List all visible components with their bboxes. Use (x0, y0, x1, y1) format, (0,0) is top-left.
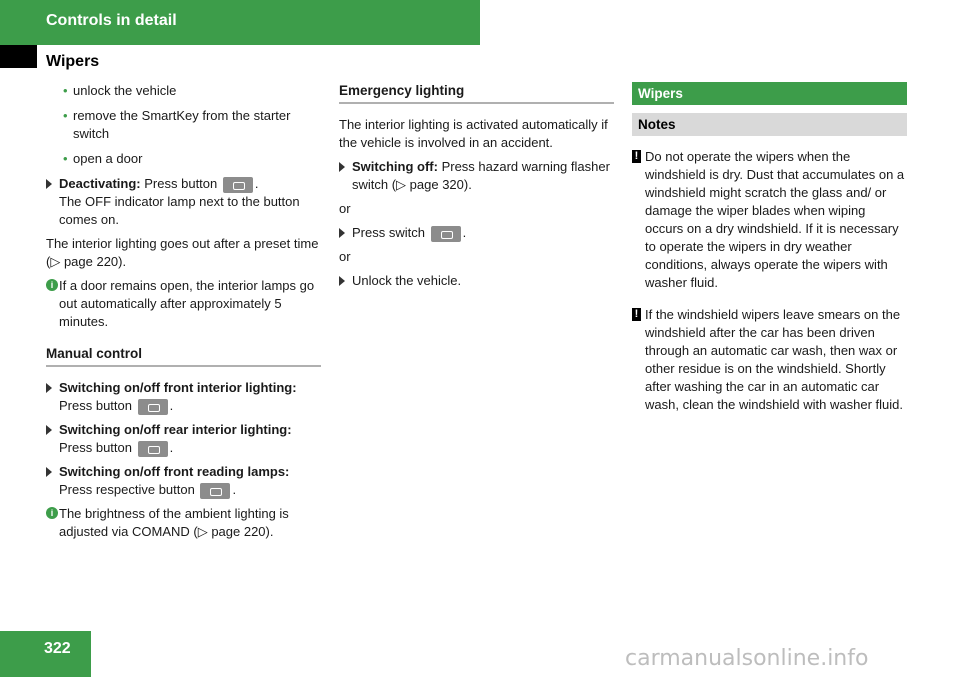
deactivating-step: Deactivating: Press button . The OFF indicator lamp next to the button comes on. (46, 175, 321, 229)
bullet-icon: • (63, 108, 68, 123)
list-item: • remove the SmartKey from the starter switch (63, 108, 291, 141)
emergency-intro: The interior lighting is activated automatically if the vehicle is involved in an accident. (339, 117, 608, 150)
info-note: i If a door remains open, the interior lamps go out automatically after approximately 5 minutes. (46, 277, 321, 331)
chapter-title: Controls in detail (46, 12, 177, 29)
bullet-icon: • (63, 151, 68, 166)
page-number: 322 (44, 640, 71, 657)
step-arrow-icon (46, 179, 52, 189)
step-arrow-icon (46, 425, 52, 435)
notes-heading: Notes (632, 113, 907, 136)
warning-note: ! Do not operate the wipers when the windshield is dry. Dust that accumulates on a windshield might scratch the glass and/ or damage the wiper blades when wiping occurs on a dry windshield. If it is necessary to operate the wipers in dry weather conditions, always operate the wipers with washer fluid. (632, 148, 907, 292)
off-button-icon (431, 226, 461, 242)
manual-control-heading: Manual control (46, 345, 321, 367)
or-text: or (339, 249, 351, 264)
bullet-icon: • (63, 83, 68, 98)
or-text: or (339, 201, 351, 216)
step-arrow-icon (46, 383, 52, 393)
column-middle (339, 82, 614, 296)
section-tab-marker (0, 45, 37, 68)
list-item: • unlock the vehicle (63, 83, 177, 98)
warning-note: ! If the windshield wipers leave smears on the windshield after the car has been driven through an automatic car wash, then wax or other residue is on the windshield. Shortly after washing the car in an automatic car wash, clean the windshield with washer fluid. (632, 306, 907, 414)
front-light-button-icon (138, 399, 168, 415)
press-switch-step: Press switch . (339, 224, 614, 242)
info-icon: i (46, 279, 58, 291)
column-right (632, 82, 907, 428)
info-icon: i (46, 507, 58, 519)
watermark: carmanualsonline.info (625, 646, 869, 671)
step-arrow-icon (46, 467, 52, 477)
rear-interior-step: Switching on/off rear interior lighting: Press button . (46, 421, 321, 457)
rear-light-button-icon (138, 441, 168, 457)
warning-icon: ! (632, 150, 641, 163)
step-arrow-icon (339, 162, 345, 172)
off-button-icon (223, 177, 253, 193)
warning-icon: ! (632, 308, 641, 321)
interior-lighting-note: The interior lighting goes out after a preset time (▷ page 220). (46, 236, 319, 269)
unlock-step: Unlock the vehicle. (339, 272, 614, 290)
emergency-lighting-heading: Emergency lighting (339, 82, 614, 104)
step-arrow-icon (339, 276, 345, 286)
reading-lamps-step: Switching on/off front reading lamps: Press respective button . (46, 463, 321, 499)
column-left (46, 82, 321, 547)
info-note: i The brightness of the ambient lighting is adjusted via COMAND (▷ page 220). (46, 505, 321, 541)
step-arrow-icon (339, 228, 345, 238)
wipers-heading: Wipers (632, 82, 907, 105)
reading-lamp-button-icon (200, 483, 230, 499)
list-item: • open a door (63, 151, 143, 166)
front-interior-step: Switching on/off front interior lighting: Press button . (46, 379, 321, 415)
switching-off-step: Switching off: Press hazard warning flasher switch (▷ page 320). (339, 158, 614, 194)
section-title: Wipers (46, 53, 100, 70)
